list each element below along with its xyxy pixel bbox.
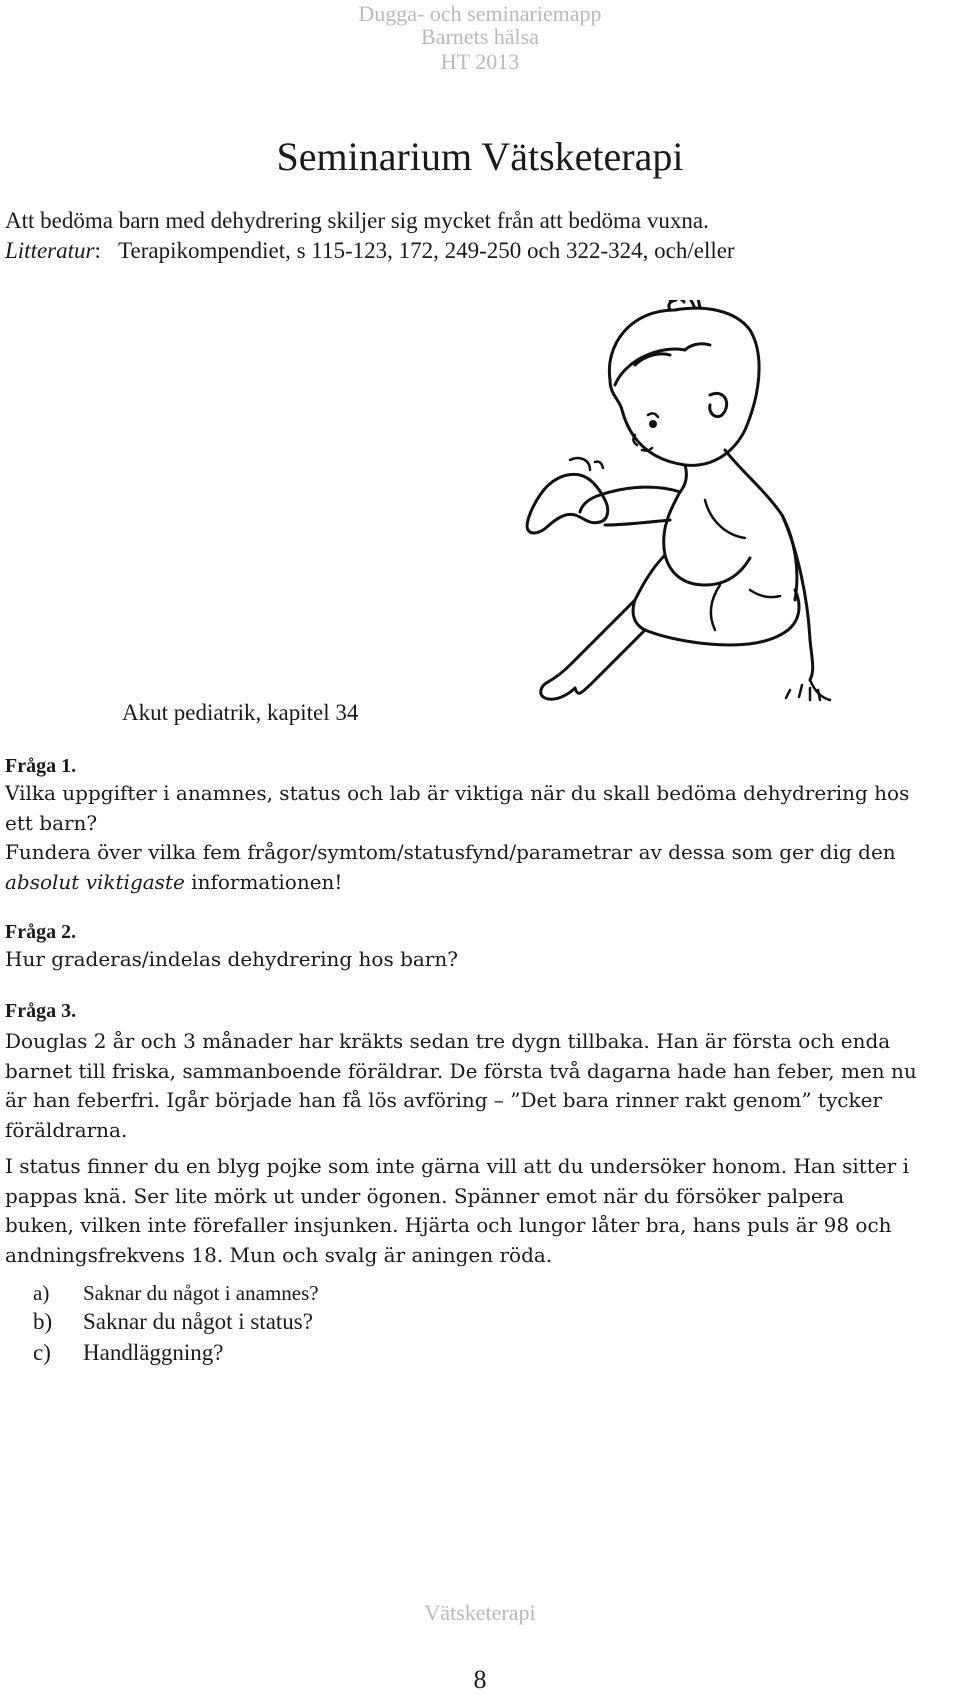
question-3-title: Fråga 3. bbox=[5, 1000, 77, 1022]
list-item-text: Handläggning? bbox=[83, 1340, 224, 1365]
case-history-line-1: Douglas 2 år och 3 månader har kräkts sedan tre dygn tillbaka. Han är första och enda bbox=[5, 1029, 891, 1053]
question-1-line-1: Vilka uppgifter i anamnes, status och lab är viktiga när du skall bedöma dehydrering hos bbox=[5, 781, 910, 805]
literature-label: Litteratur bbox=[5, 238, 95, 263]
question-1-line-3: Fundera över vilka fem frågor/symtom/statusfynd/parametrar av dessa som ger dig den bbox=[5, 840, 896, 865]
list-item-text: Saknar du något i anamnes? bbox=[83, 1281, 319, 1305]
question-1-line-4-rest: informationen! bbox=[184, 869, 343, 894]
footer-title: Vätsketerapi bbox=[424, 1600, 536, 1625]
literature-text-2: Akut pediatrik, kapitel 34 bbox=[122, 700, 359, 725]
question-1-line-2: ett barn? bbox=[5, 810, 98, 835]
question-1-line-4 bbox=[5, 868, 955, 898]
page-title: Seminarium Vätsketerapi bbox=[276, 134, 684, 179]
status-line-2: pappas knä. Ser lite mörk ut under ögonen. Spänner emot när du försöker palpera bbox=[5, 1183, 845, 1208]
list-item bbox=[33, 1307, 313, 1337]
page-number: 8 bbox=[473, 1665, 487, 1694]
list-item bbox=[33, 1338, 224, 1368]
child-drinking-illustration-icon bbox=[510, 300, 860, 710]
header-course-title: Dugga- och seminariemapp bbox=[358, 1, 602, 26]
list-item-text: Saknar du något i status? bbox=[83, 1309, 313, 1334]
header-course-subtitle: Barnets hälsa bbox=[421, 24, 539, 49]
case-history-line-2: barnet till friska, sammanboende föräldrar. De första två dagarna hade han feber, men nu bbox=[5, 1058, 917, 1083]
question-1-text bbox=[5, 779, 955, 897]
intro-text: Att bedöma barn med dehydrering skiljer sig mycket från att bedöma vuxna. bbox=[5, 208, 709, 233]
case-history-line-4: föräldrarna. bbox=[5, 1117, 128, 1142]
question-2-text: Hur graderas/indelas dehydrering hos barn? bbox=[5, 947, 458, 971]
list-item-label: a) bbox=[33, 1281, 50, 1305]
question-3-case-history bbox=[5, 1027, 955, 1145]
literature-colon: : bbox=[94, 238, 101, 263]
literature-line bbox=[5, 236, 735, 266]
question-3-status bbox=[5, 1152, 955, 1270]
list-item-label: b) bbox=[33, 1309, 53, 1334]
question-1-title: Fråga 1. bbox=[5, 755, 77, 777]
status-line-1: I status finner du en blyg pojke som inte gärna vill att du undersöker honom. Han sitter i bbox=[5, 1154, 909, 1178]
status-line-3: buken, vilken inte förefaller insjunken. Hjärta och lungor låter bra, hans puls är 98 och bbox=[5, 1213, 892, 1238]
question-1-emphasis: absolut viktigaste bbox=[5, 869, 185, 894]
literature-text: Terapikompendiet, s 115-123, 172, 249-250 och 322-324, och/eller bbox=[118, 238, 735, 263]
list-item bbox=[33, 1278, 319, 1308]
status-line-4: andningsfrekvens 18. Mun och svalg är aningen röda. bbox=[5, 1242, 553, 1267]
list-item-label: c) bbox=[33, 1340, 51, 1365]
question-2-title: Fråga 2. bbox=[5, 921, 77, 943]
case-history-line-3: är han feberfri. Igår började han få lös avföring – ”Det bara rinner rakt genom” tycker bbox=[5, 1088, 882, 1113]
header-term: HT 2013 bbox=[440, 49, 520, 74]
